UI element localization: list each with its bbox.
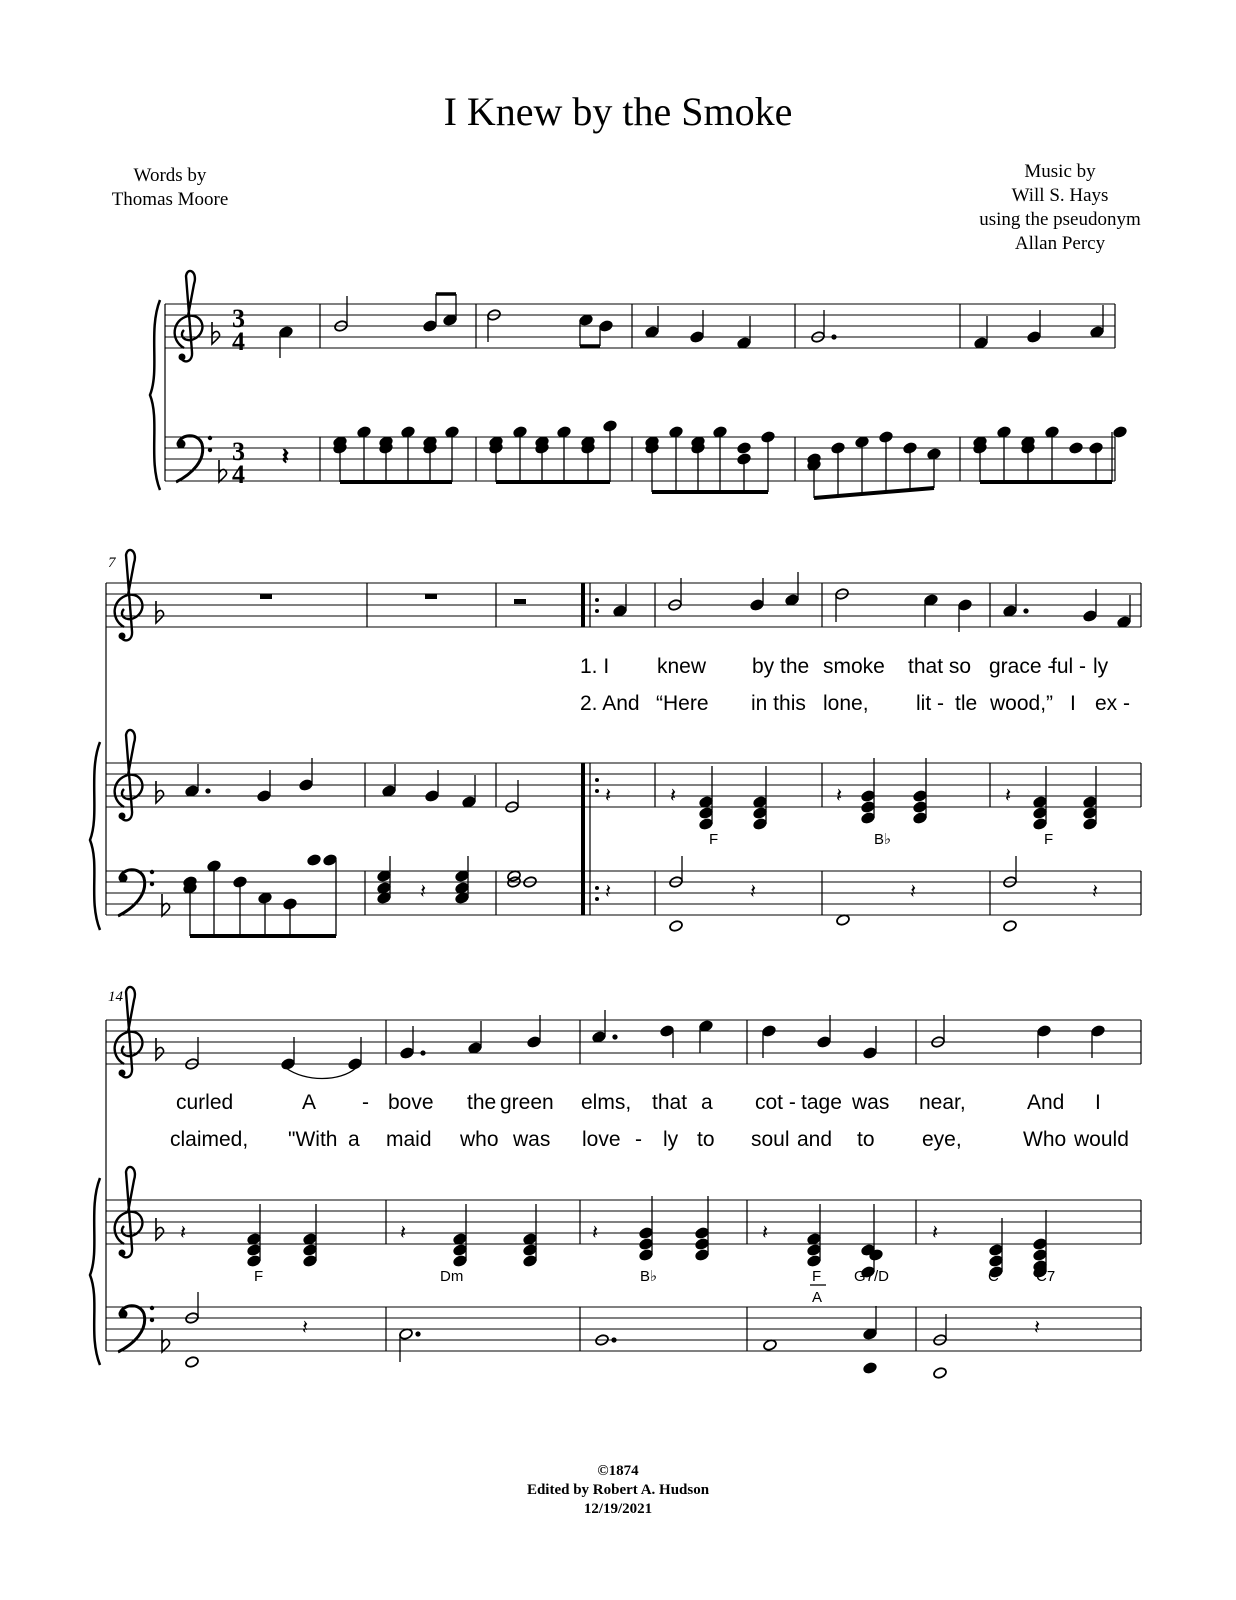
system-1 — [150, 271, 1127, 498]
lyric-syllable: who — [460, 1128, 499, 1151]
lyric-syllable: in this — [751, 692, 806, 715]
svg-text:𝄽: 𝄽 — [400, 1220, 407, 1244]
edit-date: 12/19/2021 — [583, 1501, 653, 1517]
flat-sign — [156, 601, 164, 623]
composer-name: Will S. Hays — [1011, 185, 1109, 206]
lyric-syllable: by the — [752, 655, 810, 678]
measure-number: 7 — [108, 555, 116, 571]
flat-sign — [219, 460, 227, 482]
lyrics-verse1 — [176, 1091, 1101, 1114]
measure-number: 14 — [108, 989, 123, 1005]
editor-credit: Edited by Robert A. Hudson — [526, 1482, 710, 1498]
svg-text:𝄽: 𝄽 — [605, 783, 612, 807]
lyric-syllable: ful - — [1051, 655, 1087, 678]
chord-symbol: F — [709, 831, 719, 848]
lyric-syllable: ly — [1093, 655, 1109, 678]
lyric-syllable: lit - — [916, 692, 944, 715]
time-sig-top: 3 — [232, 437, 245, 466]
chord-symbol: B♭ — [874, 831, 892, 848]
lyric-syllable: lone, — [823, 692, 869, 715]
chord-symbol: F — [812, 1268, 822, 1285]
lyric-syllable: the — [467, 1091, 497, 1114]
lyric-syllable: - — [362, 1091, 369, 1114]
words-by-label: Words by — [133, 165, 207, 186]
piano-bass-staff — [106, 1307, 1141, 1351]
lyric-syllable: “Here — [656, 692, 709, 715]
lyric-syllable: eye, — [922, 1128, 962, 1151]
page-title: I Knew by the Smoke — [443, 89, 793, 134]
lyric-syllable: ly — [663, 1128, 679, 1151]
chord-symbols — [254, 1268, 1055, 1306]
lyric-syllable: a — [701, 1091, 713, 1114]
chord-bass-note: A — [812, 1289, 823, 1306]
lyric-syllable: And — [1027, 1091, 1065, 1114]
chord-symbol: B♭ — [640, 1268, 658, 1285]
lyric-syllable: to — [857, 1128, 875, 1151]
lyric-syllable: elms, — [581, 1091, 632, 1114]
chord-symbol: C7 — [1036, 1268, 1056, 1285]
footer — [0, 1462, 1236, 1519]
barlines — [165, 304, 1115, 481]
chord-symbols — [709, 831, 1053, 848]
lyric-syllable: that so — [908, 655, 972, 678]
system-brace — [90, 1178, 100, 1365]
melody-notes — [613, 572, 1132, 632]
piano-lh-notes — [185, 1292, 1041, 1379]
rest-icon: 𝄽 — [282, 445, 289, 470]
lyric-syllable: near, — [919, 1091, 966, 1114]
flat-sign — [156, 1038, 164, 1060]
lyric-syllable: green — [500, 1091, 554, 1114]
lyric-syllable: grace - — [989, 655, 1055, 678]
time-sig-bottom: 4 — [232, 460, 245, 489]
svg-text:𝄽: 𝄽 — [180, 1220, 187, 1244]
piano-lh-notes — [183, 854, 1099, 936]
vocal-staff — [106, 1020, 1141, 1064]
svg-text:𝄽: 𝄽 — [1005, 783, 1012, 807]
svg-text:𝄽: 𝄽 — [605, 879, 612, 903]
lyric-syllable: tle — [955, 692, 978, 715]
lyric-syllable: ex - — [1095, 692, 1131, 715]
svg-text:𝄽: 𝄽 — [750, 879, 757, 903]
lyric-syllable: bove — [388, 1091, 434, 1114]
lyric-syllable: and — [797, 1128, 833, 1151]
lyric-syllable: that — [652, 1091, 688, 1114]
lyric-syllable: maid — [386, 1128, 432, 1151]
lyric-syllable: - — [635, 1128, 642, 1151]
flat-sign — [156, 781, 164, 803]
lyric-syllable: I — [1095, 1091, 1101, 1114]
piano-treble-staff — [106, 1200, 1141, 1244]
pseudonym-note: using the pseudonym — [979, 209, 1141, 230]
lyric-syllable: 1. I — [580, 655, 610, 678]
vocal-staff — [106, 583, 1141, 627]
lyric-syllable: claimed, — [170, 1128, 249, 1151]
flat-sign — [212, 322, 220, 344]
lyric-syllable: a — [348, 1128, 360, 1151]
lyric-syllable: Who — [1023, 1128, 1067, 1151]
system-brace — [150, 300, 160, 490]
chord-symbol: F — [1044, 831, 1054, 848]
chord-symbol: G7/D — [854, 1268, 890, 1285]
lyric-syllable: was — [513, 1128, 551, 1151]
lyric-syllable: was — [852, 1091, 890, 1114]
svg-text:𝄽: 𝄽 — [592, 1220, 599, 1244]
time-sig-top: 3 — [232, 304, 245, 333]
svg-text:𝄽: 𝄽 — [420, 879, 427, 903]
lyric-syllable: I — [1070, 692, 1076, 715]
lyric-syllable: cot - — [755, 1091, 796, 1114]
svg-text:𝄽: 𝄽 — [1034, 1315, 1041, 1339]
piano-bass-staff — [106, 871, 1141, 915]
svg-text:𝄽: 𝄽 — [932, 1220, 939, 1244]
chord-symbol: C — [988, 1268, 999, 1285]
lyric-syllable: love — [582, 1128, 621, 1151]
system-brace — [90, 742, 100, 930]
copyright-year: ©1874 — [597, 1463, 639, 1479]
lyric-syllable: smoke — [823, 655, 885, 678]
svg-text:𝄽: 𝄽 — [836, 783, 843, 807]
lyrics-verse1 — [580, 655, 1109, 678]
flat-sign — [156, 1218, 164, 1240]
svg-text:𝄽: 𝄽 — [670, 783, 677, 807]
chord-symbol: Dm — [440, 1268, 464, 1285]
flat-sign — [162, 894, 170, 916]
svg-text:𝄽: 𝄽 — [910, 879, 917, 903]
lyrics-verse2 — [580, 692, 1130, 715]
lyric-syllable: "With — [288, 1128, 338, 1151]
piano-rh-notes — [185, 758, 1098, 830]
lyric-syllable: knew — [657, 655, 707, 678]
music-by-label: Music by — [1024, 161, 1096, 182]
lyric-syllable: to — [697, 1128, 715, 1151]
bass-staff — [165, 437, 1115, 481]
lyricist-name: Thomas Moore — [111, 189, 229, 210]
lyrics-verse2 — [170, 1128, 1129, 1151]
lyric-syllable: A — [302, 1091, 317, 1114]
lyric-syllable: soul — [751, 1128, 790, 1151]
lyric-syllable: 2. And — [580, 692, 640, 715]
lyric-syllable: tage — [801, 1091, 842, 1114]
lyric-syllable: would — [1074, 1128, 1129, 1151]
pseudonym-name: Allan Percy — [1014, 233, 1106, 254]
svg-text:𝄽: 𝄽 — [762, 1220, 769, 1244]
system-3 — [90, 987, 1141, 1379]
svg-text:𝄽: 𝄽 — [1092, 879, 1099, 903]
time-sig-bottom: 4 — [232, 327, 245, 356]
svg-text:𝄽: 𝄽 — [302, 1315, 309, 1339]
lyric-syllable: curled — [176, 1091, 234, 1114]
lyric-syllable: wood,” — [990, 692, 1054, 715]
piano-rh-notes — [180, 1196, 1047, 1278]
system-2 — [90, 550, 1141, 936]
chord-symbol: F — [254, 1268, 264, 1285]
flat-sign — [162, 1330, 170, 1352]
treble-staff — [165, 304, 1115, 348]
